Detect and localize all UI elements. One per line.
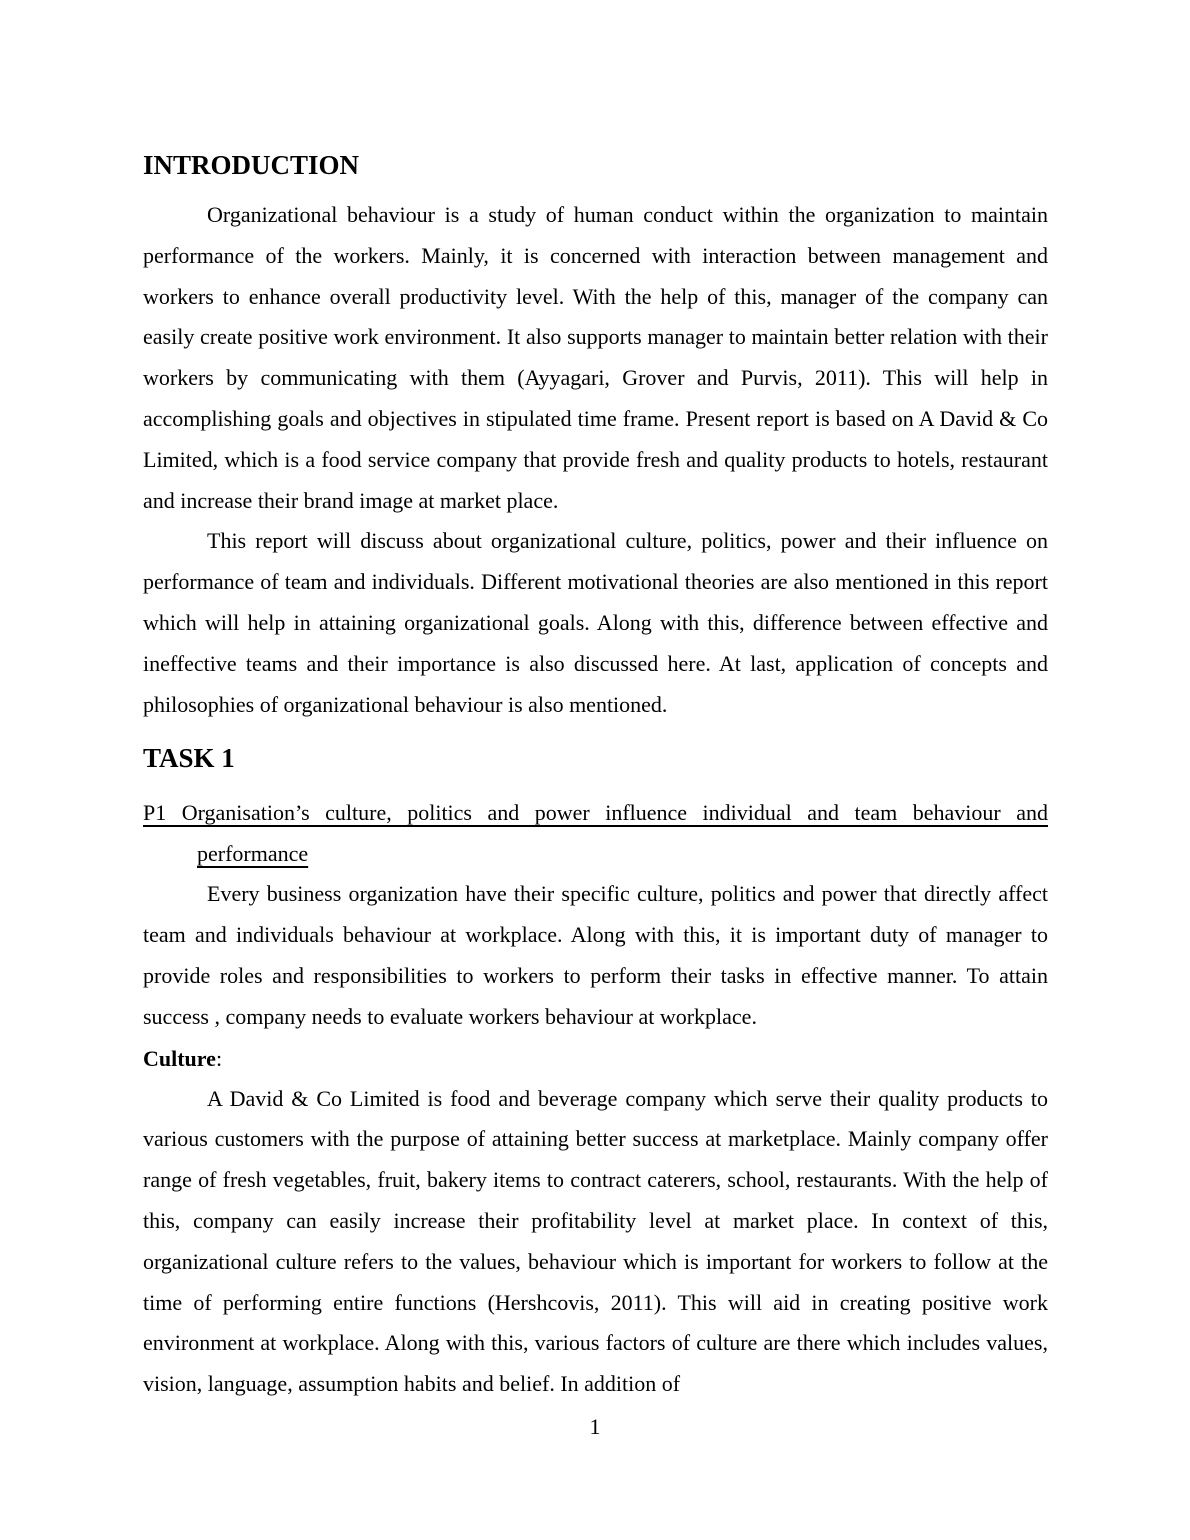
p1-paragraph: Every business organization have their specific culture, politics and power that directly affect team and individuals behaviour at workplace. Along with this, it is important duty of manager to provide roles and responsibilities to workers to perform their tasks in effective manner. To attain success , company needs to evaluate workers behaviour at workplace.	[143, 881, 1048, 1029]
p1-section-heading: P1 Organisation’s culture, politics and power influence individual and team behaviour and performance	[143, 800, 1048, 867]
intro-heading: INTRODUCTION	[143, 150, 360, 180]
culture-label-line	[143, 1038, 1048, 1079]
intro-paragraph-2: This report will discuss about organizational culture, politics, power and their influence on performance of team and individuals. Different motivational theories are also mentioned in this report which will help in attaining organizational goals. Along with this, difference between effective and ineffective teams and their importance is also discussed here. At last, application of concepts and philosophies of organizational behaviour is also mentioned.	[143, 528, 1048, 717]
culture-colon: :	[215, 1045, 223, 1071]
task1-heading: TASK 1	[143, 743, 235, 774]
intro-paragraph-1: Organizational behaviour is a study of human conduct within the organization to maintain performance of the workers. Mainly, it is concerned with interaction between management and workers to enhance overall productivity level. With the help of this, manager of the company can easily create positive work environment. It also supports manager to maintain better relation with their workers by communicating with them (Ayyagari, Grover and Purvis, 2011). This will help in accomplishing goals and objectives in stipulated time frame. Present report is based on A David & Co Limited, which is a food service company that provide fresh and quality products to hotels, restaurant and increase their brand image at market place.	[143, 202, 1048, 513]
culture-paragraph: A David & Co Limited is food and beverage company which serve their quality products to various customers with the purpose of attaining better success at marketplace. Mainly company offer range of fresh vegetables, fruit, bakery items to contract caterers, school, restaurants. With the help of this, company can easily increase their profitability level at market place. In context of this, organizational culture refers to the values, behaviour which is important for workers to follow at the time of performing entire functions (Hershcovis, 2011). This will aid in creating positive work environment at workplace. Along with this, various factors of culture are there which includes values, vision, language, assumption habits and belief. In addition of	[143, 1085, 1048, 1397]
page-number: 1	[589, 1414, 601, 1439]
page-content	[143, 150, 1048, 1405]
culture-label: Culture	[143, 1045, 216, 1071]
